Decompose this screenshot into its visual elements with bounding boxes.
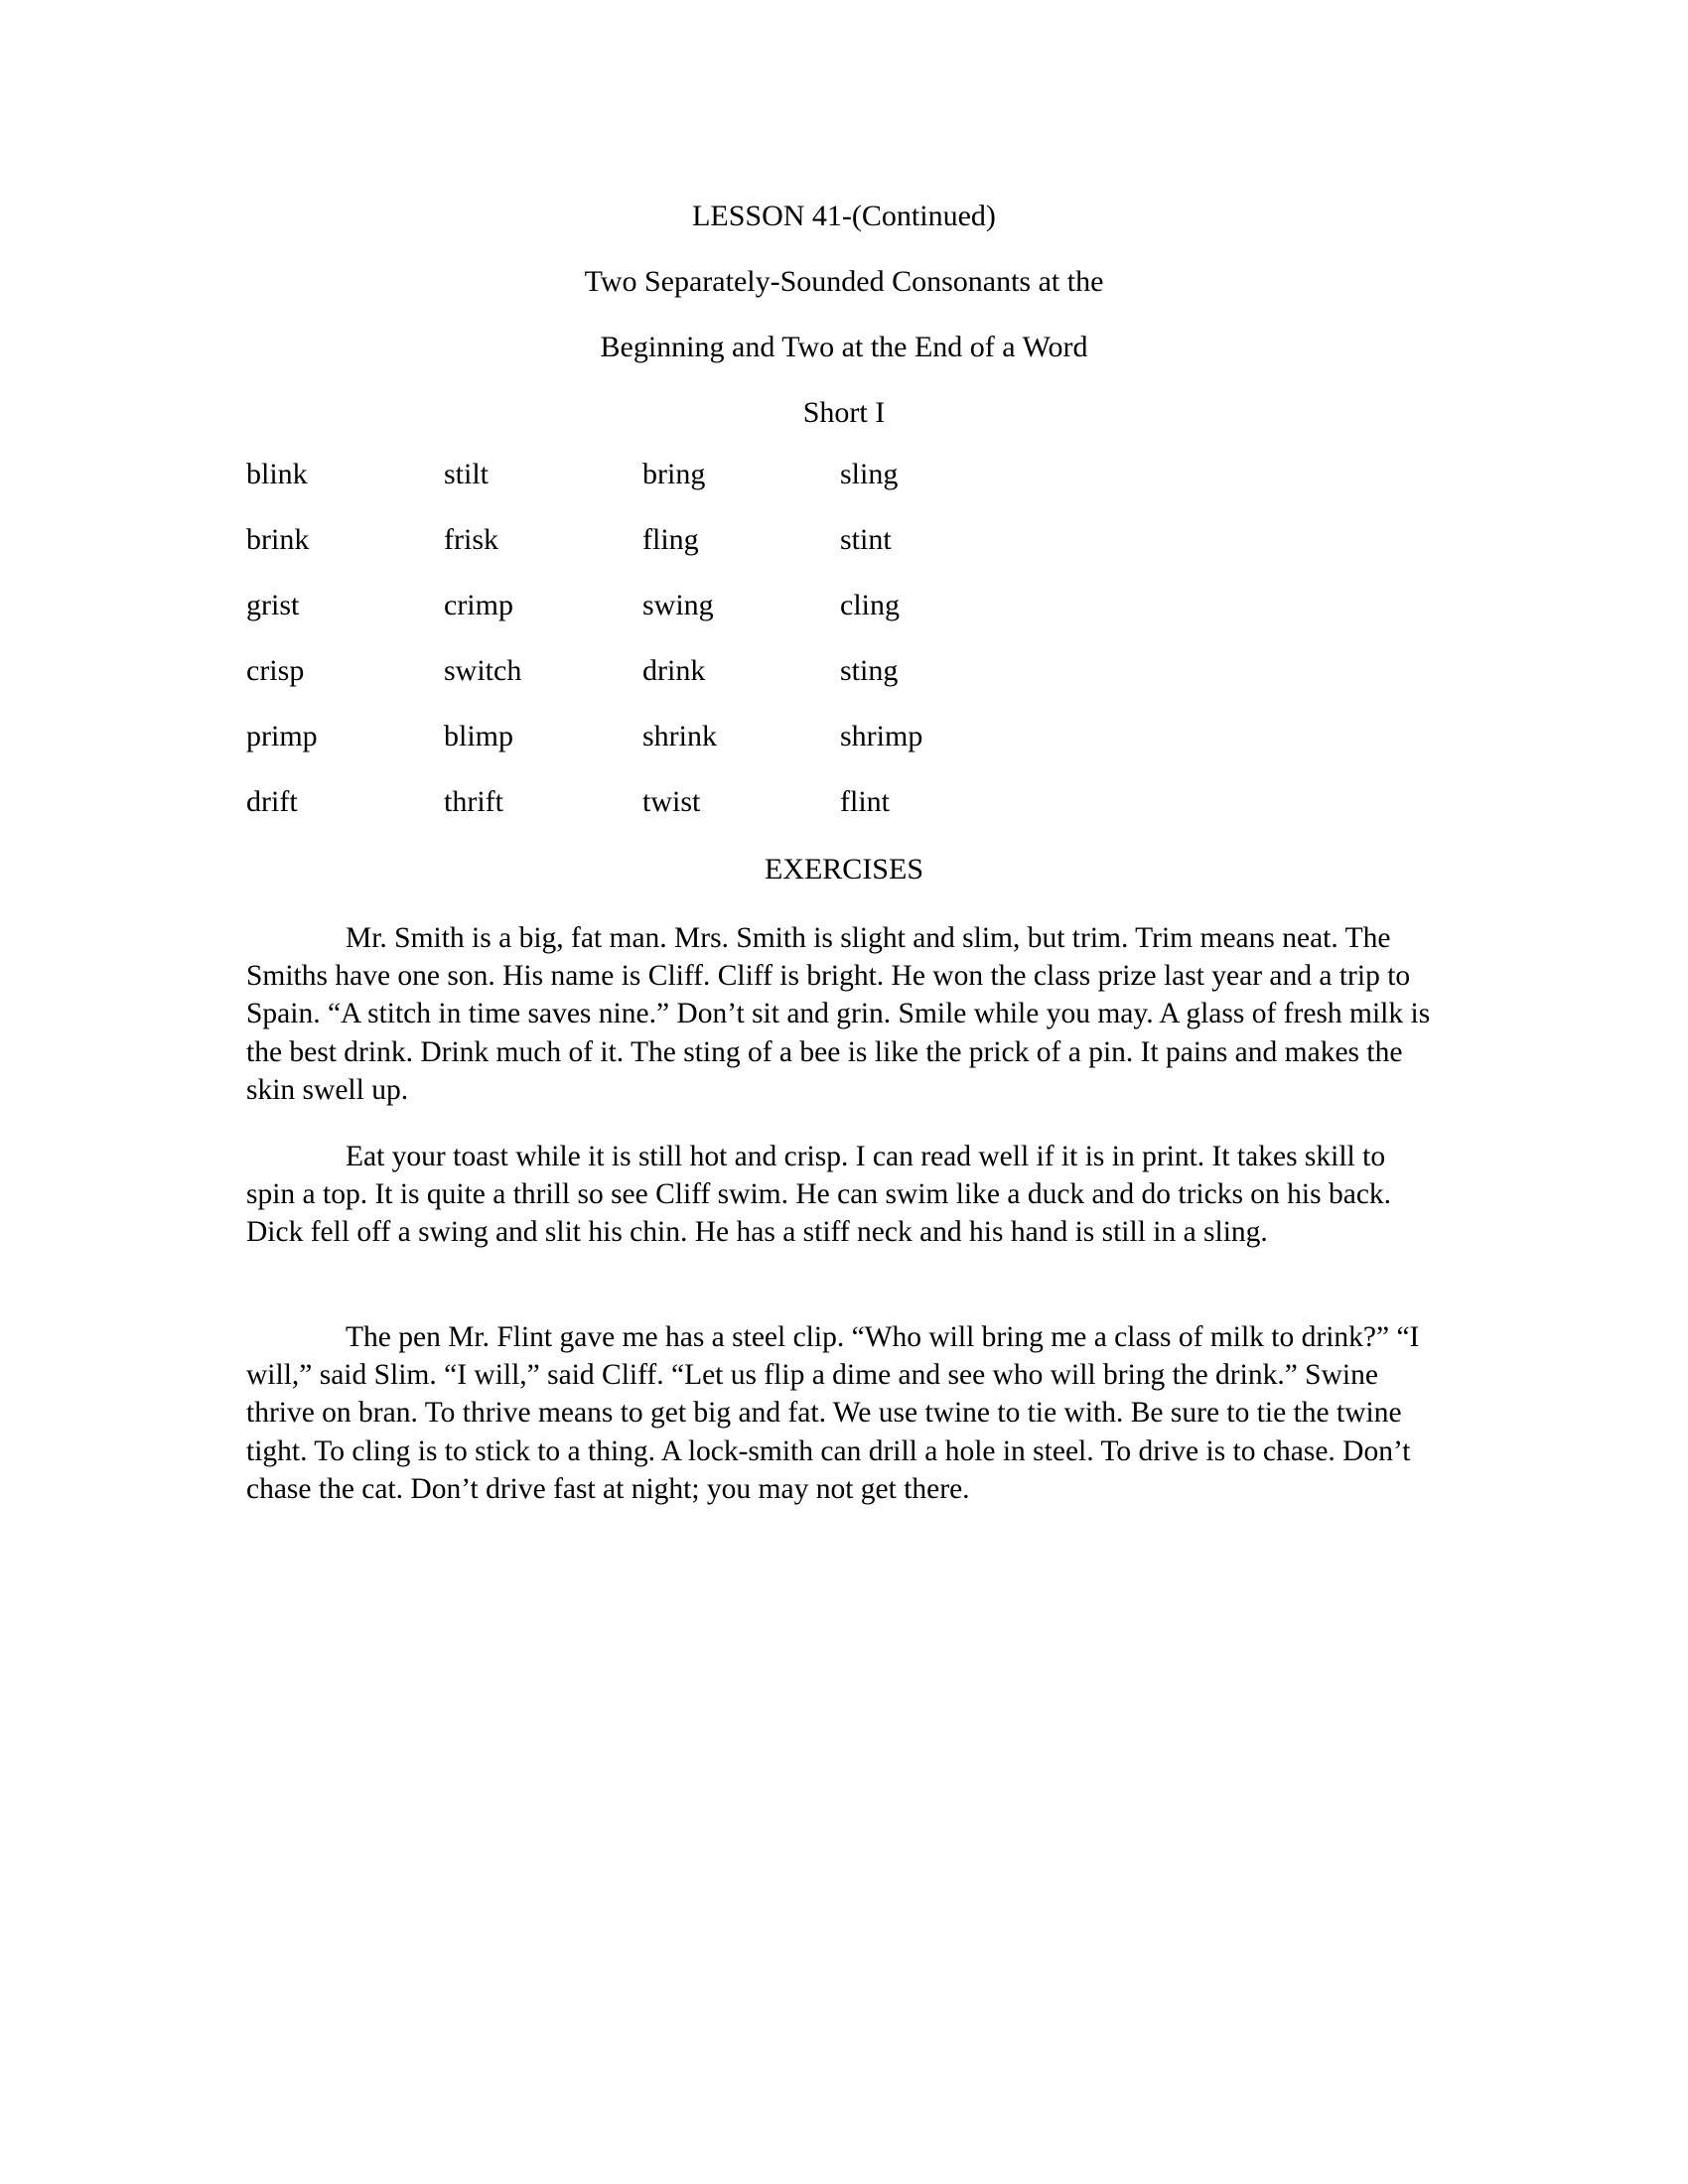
word-list	[246, 457, 1140, 850]
word-row	[246, 522, 1140, 588]
exercise-paragraph: Eat your toast while it is still hot and crisp. I can read well if it is in print. It takes skill to spin a top. It is quite a thrill so see Cliff swim. He can swim like a duck and do tricks on his back. Dick fell off a swing and slit his chin. He has a stiff neck and his hand is still in a sling.	[246, 1141, 1392, 1249]
word: crisp	[246, 654, 305, 687]
exercise-paragraph: Mr. Smith is a big, fat man. Mrs. Smith is slight and slim, but trim. Trim means neat. The Smiths have one son. His name is Cliff. Cliff is bright. He won the class prize last year and a trip to Spain. “A stitch in time saves nine.” Don’t sit and grin. Smile while you may. A glass of fresh milk is the best drink. Drink much of it. The sting of a bee is like the prick of a pin. It pains and makes the skin swell up.	[246, 922, 1431, 1106]
exercise-paragraph: The pen Mr. Flint gave me has a steel clip. “Who will bring me a class of milk to drink?” “I will,” said Slim. “I will,” said Cliff. “Let us flip a dime and see who will bring the drink.” Swine thrive on bran. To thrive means to get big and fat. We use twine to tie with. Be sure to tie the twine tight. To cling is to stick to a thing. A lock-smith can drill a hole in steel. To drive is to chase. Don’t chase the cat. Don’t drive fast at night; you may not get there.	[246, 1321, 1420, 1505]
word: drift	[246, 785, 298, 818]
word: sling	[840, 458, 899, 490]
word: cling	[840, 589, 900, 621]
word: blink	[246, 458, 308, 490]
word-row	[246, 719, 1140, 784]
word: thrift	[444, 785, 503, 818]
subtitle-line-1: Two Separately-Sounded Consonants at the	[584, 265, 1104, 298]
word: drink	[642, 654, 706, 687]
word: shrink	[642, 720, 717, 752]
word: twist	[642, 785, 701, 818]
word: stilt	[444, 458, 490, 490]
lesson-title: LESSON 41-(Continued)	[692, 200, 996, 232]
word: grist	[246, 589, 300, 621]
word: bring	[642, 458, 706, 490]
word-row	[246, 784, 1140, 850]
word: brink	[246, 523, 310, 556]
word-row	[246, 588, 1140, 653]
word: flint	[840, 785, 890, 818]
word: crimp	[444, 589, 513, 621]
word: fling	[642, 523, 699, 556]
word: sting	[840, 654, 899, 687]
subtitle-line-2: Beginning and Two at the End of a Word	[600, 331, 1088, 363]
word: switch	[444, 654, 522, 687]
word: blimp	[444, 720, 514, 752]
word: frisk	[444, 523, 498, 556]
word: swing	[642, 589, 714, 621]
word: shrimp	[840, 720, 923, 752]
word-row	[246, 653, 1140, 719]
exercises-heading: EXERCISES	[764, 853, 924, 886]
word: stint	[840, 523, 892, 556]
word-row	[246, 457, 1140, 522]
word: primp	[246, 720, 318, 752]
section-heading: Short I	[802, 396, 886, 429]
